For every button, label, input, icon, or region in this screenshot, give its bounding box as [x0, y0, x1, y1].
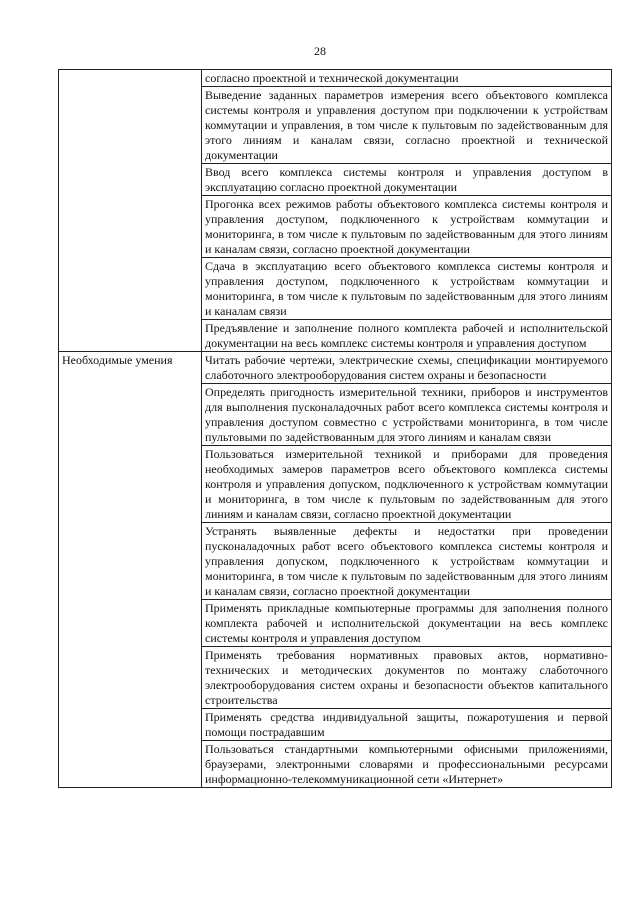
table-cell [202, 320, 612, 352]
table-cell [202, 352, 612, 384]
table-cell [202, 647, 612, 709]
cell-text: Предъявление и заполнение полного комплекта рабочей и исполнительской документации на весь комплекс системы контроля и управления доступом [205, 321, 608, 350]
cell-text: Применять средства индивидуальной защиты, пожаротушения и первой помощи пострадавшим [205, 710, 608, 739]
cell-text: Пользоваться измерительной техникой и приборами для проведения необходимых замеров параметров всего объектового комплекса системы контроля и управления допуском, подключенного к устройствам коммутации и мониторинга, в том числе к пультовым по задействованным для этого линиям и каналам связи, согласно проектной документации [205, 447, 608, 521]
table-cell [202, 196, 612, 258]
requirements-table [58, 69, 612, 788]
table-cell [202, 709, 612, 741]
section-label-cell [59, 70, 202, 352]
table-cell [202, 523, 612, 600]
table-cell [202, 446, 612, 523]
table-cell [202, 164, 612, 196]
cell-text: Применять прикладные компьютерные программы для заполнения полного комплекта рабочей и исполнительской документации на весь комплекс системы контроля и управления доступом [205, 601, 608, 645]
table-cell [202, 70, 612, 87]
table-cell [202, 741, 612, 788]
cell-text: Прогонка всех режимов работы объектового комплекса системы контроля и управления доступом, подключенного к устройствам коммутации и мониторинга, в том числе к пультовым по задействованным для этого линиям и каналам связи, согласно проектной документации [205, 197, 608, 256]
section-label: Необходимые умения [62, 353, 173, 367]
cell-text: согласно проектной и технической документации [205, 71, 459, 85]
table-cell [202, 87, 612, 164]
cell-text: Сдача в эксплуатацию всего объектового комплекса системы контроля и управления доступом, подключенного к устройствам коммутации и мониторинга, в том числе к пультовым по задействованным для этого линиям и каналам связи [205, 259, 608, 318]
table-row [59, 352, 612, 384]
cell-text: Устранять выявленные дефекты и недостатки при проведении пусконаладочных работ всего объектового комплекса системы контроля и управления допуском, подключенного к устройствам коммутации и мониторинга, в том числе к пультовым по задействованным для этого линиям и каналам связи, согласно проектной документации [205, 524, 608, 598]
cell-text: Пользоваться стандартными компьютерными офисными приложениями, браузерами, электронными словарями и профессиональными ресурсами информационно-телекоммуникационной сети «Интернет» [205, 742, 608, 786]
table-row [59, 70, 612, 87]
cell-text: Ввод всего комплекса системы контроля и управления доступом в эксплуатацию согласно проектной документации [205, 165, 608, 194]
cell-text: Применять требования нормативных правовых актов, нормативно-технических и методических документов по монтажу слаботочного электрооборудования систем охраны и безопасности объектов капитального строительства [205, 648, 608, 707]
cell-text: Читать рабочие чертежи, электрические схемы, спецификации монтируемого слаботочного электрооборудования систем охраны и безопасности [205, 353, 608, 382]
cell-text: Выведение заданных параметров измерения всего объектового комплекса системы контроля и управления доступом при подключении к устройствам коммутации и управления, в том числе к пультовым по задействованным для этого линиям и каналам связи, согласно проектной и технической документации [205, 88, 608, 162]
cell-text: Определять пригодность измерительной техники, приборов и инструментов для выполнения пусконаладочных работ всего комплекса системы контроля и управления доступом совместно с устройствами мониторинга, в том числе пультовыми по задействованным для этого линиям и каналам связи [205, 385, 608, 444]
table-cell [202, 258, 612, 320]
table-cell [202, 384, 612, 446]
page-number: 28 [314, 44, 326, 58]
section-label-cell [59, 352, 202, 788]
table-cell [202, 600, 612, 647]
